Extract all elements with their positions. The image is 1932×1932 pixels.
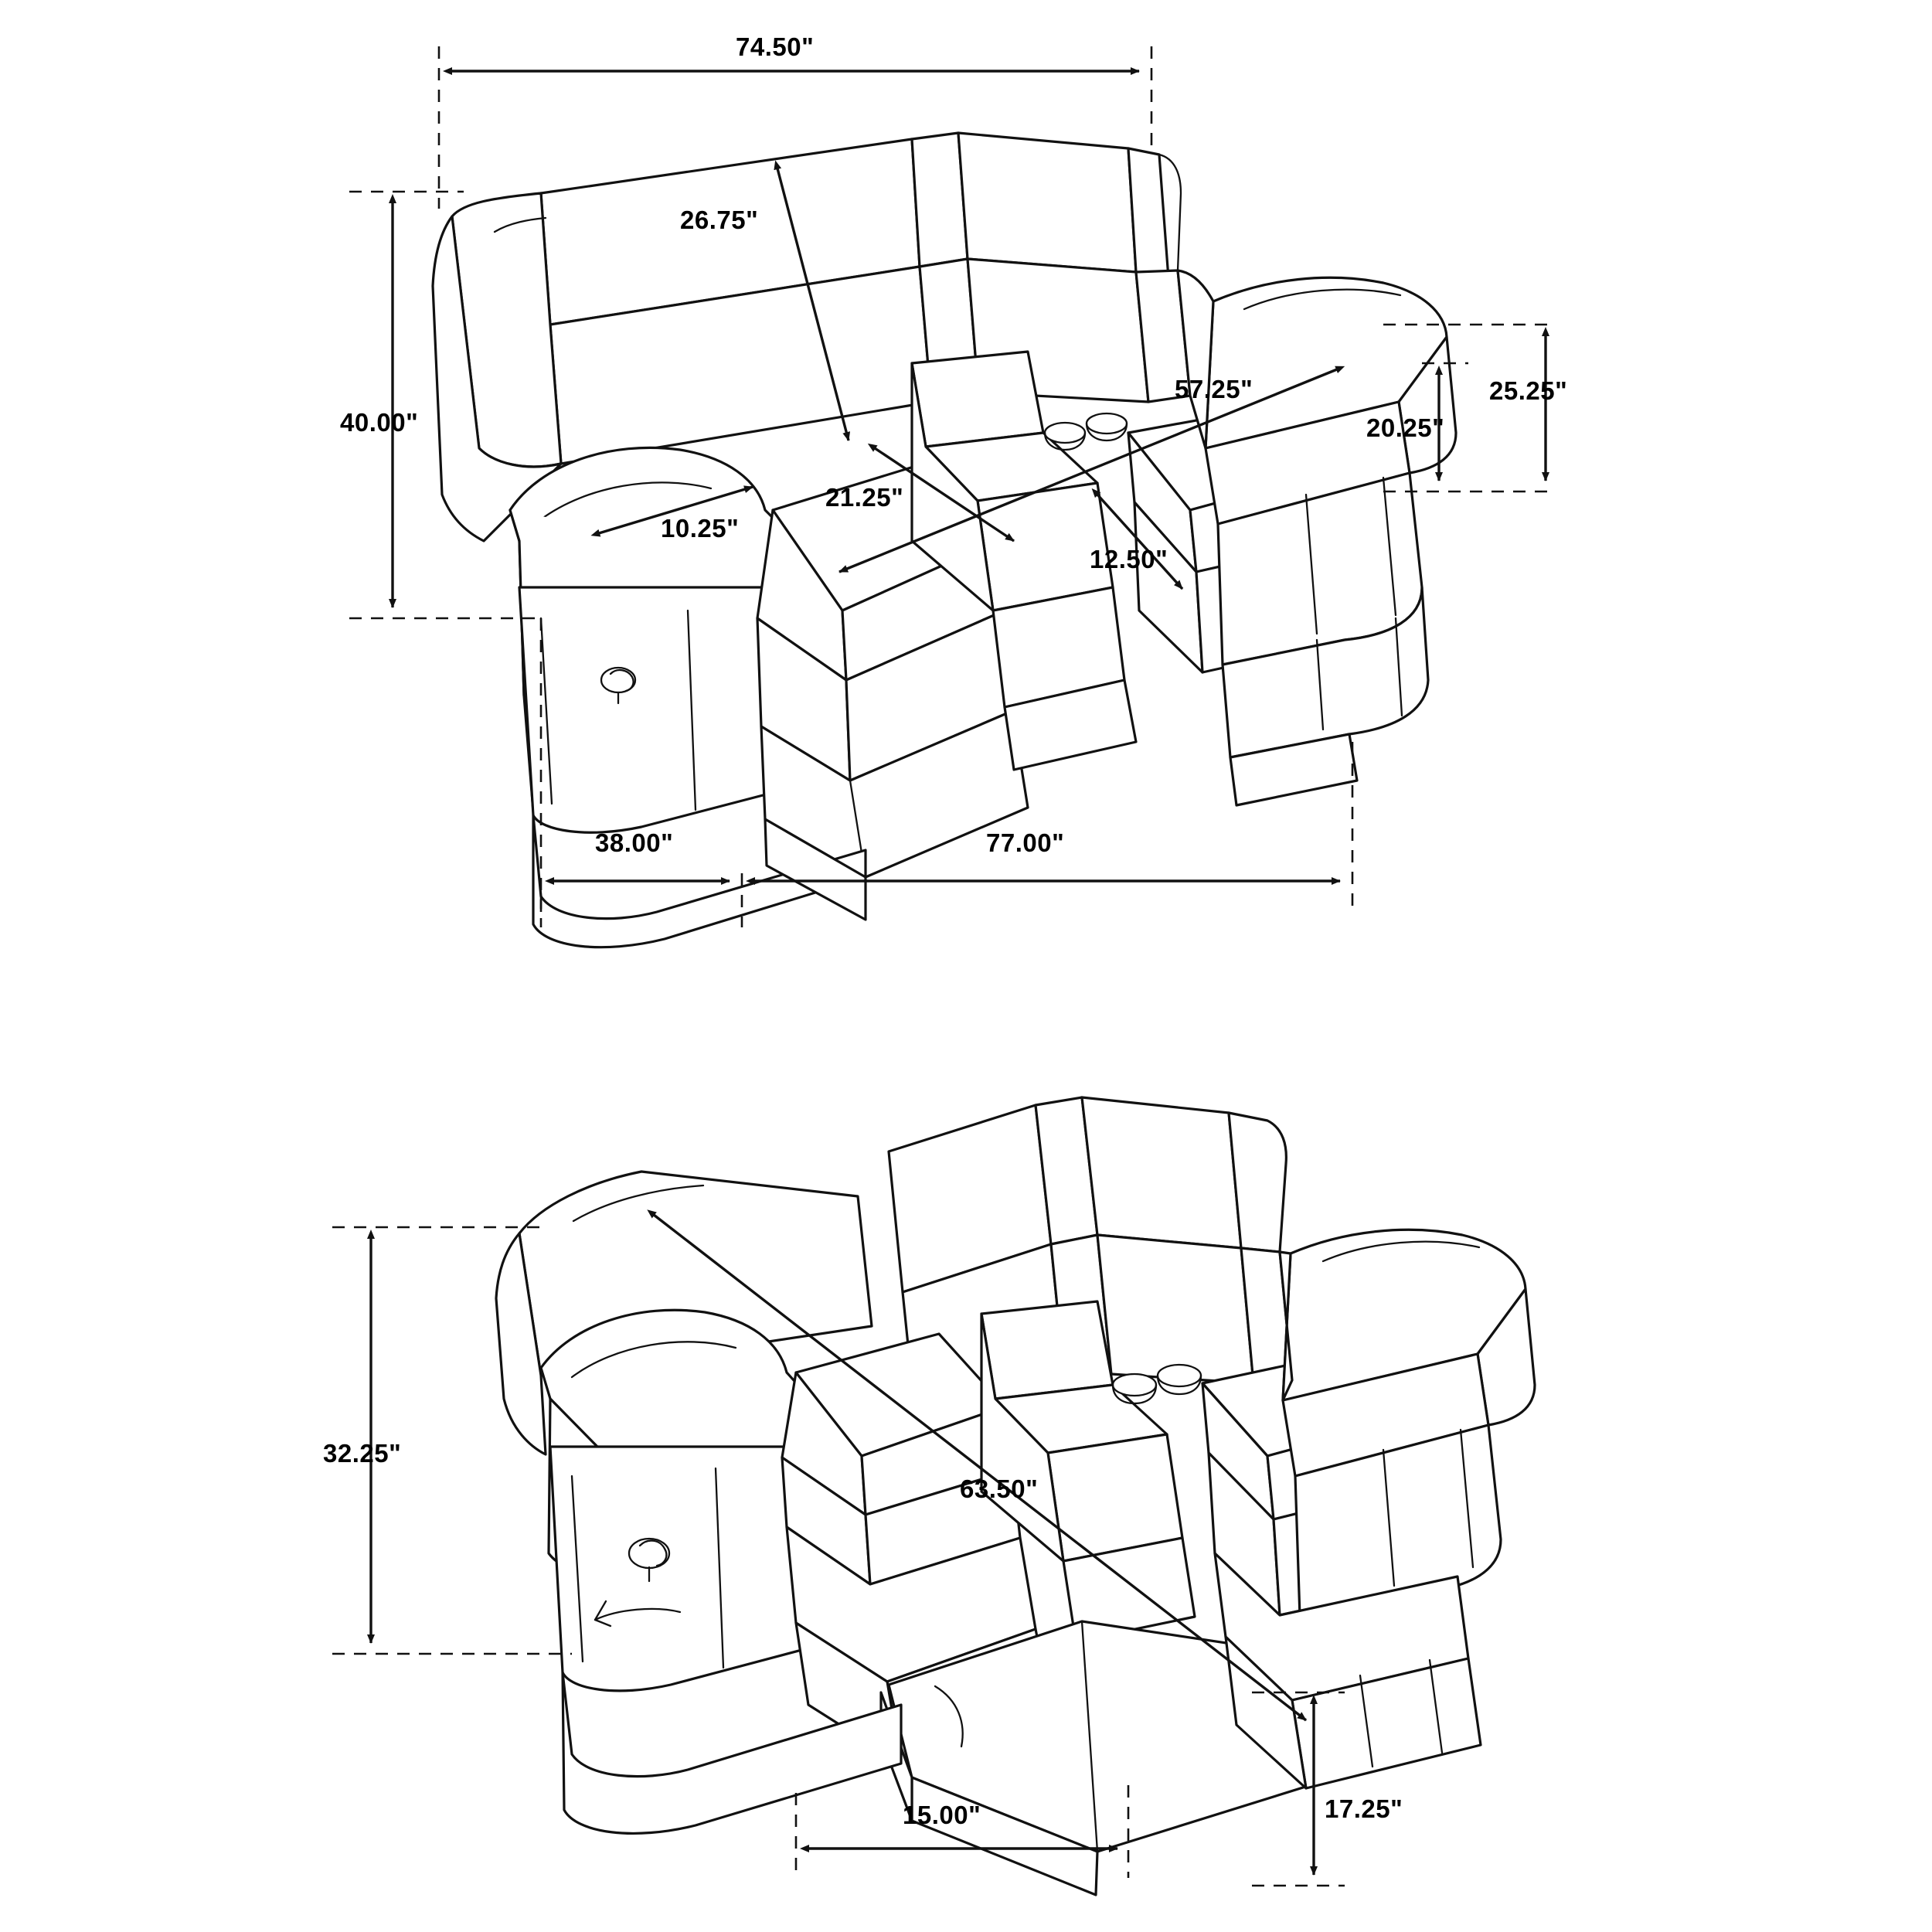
dimension-label-seating-width: 57.25" bbox=[1175, 375, 1253, 403]
dimension-label-overall-width-top: 74.50" bbox=[736, 32, 815, 61]
dimension-label-arm-width: 10.25" bbox=[661, 514, 740, 543]
dimension-label-depth-closed: 38.00" bbox=[595, 828, 674, 857]
dimension-label-reclined-depth: 63.50" bbox=[960, 1475, 1039, 1503]
dimension-label-overall-length: 77.00" bbox=[986, 828, 1065, 857]
dimension-label-reclined-height: 32.25" bbox=[323, 1439, 402, 1468]
dimension-label-console-width: 12.50" bbox=[1090, 545, 1168, 573]
dimension-label-back-height: 26.75" bbox=[680, 206, 759, 234]
dimension-label-footrest-height: 17.25" bbox=[1325, 1794, 1403, 1823]
dimension-label-seat-height: 20.25" bbox=[1366, 413, 1445, 442]
dimension-label-wall-clearance: 15.00" bbox=[903, 1801, 981, 1829]
dimension-label-arm-height: 25.25" bbox=[1489, 376, 1568, 405]
upright-sofa-illustration bbox=[433, 133, 1456, 947]
dimension-label-overall-height: 40.00" bbox=[340, 408, 419, 437]
dimension-label-seat-depth: 21.25" bbox=[825, 483, 904, 512]
